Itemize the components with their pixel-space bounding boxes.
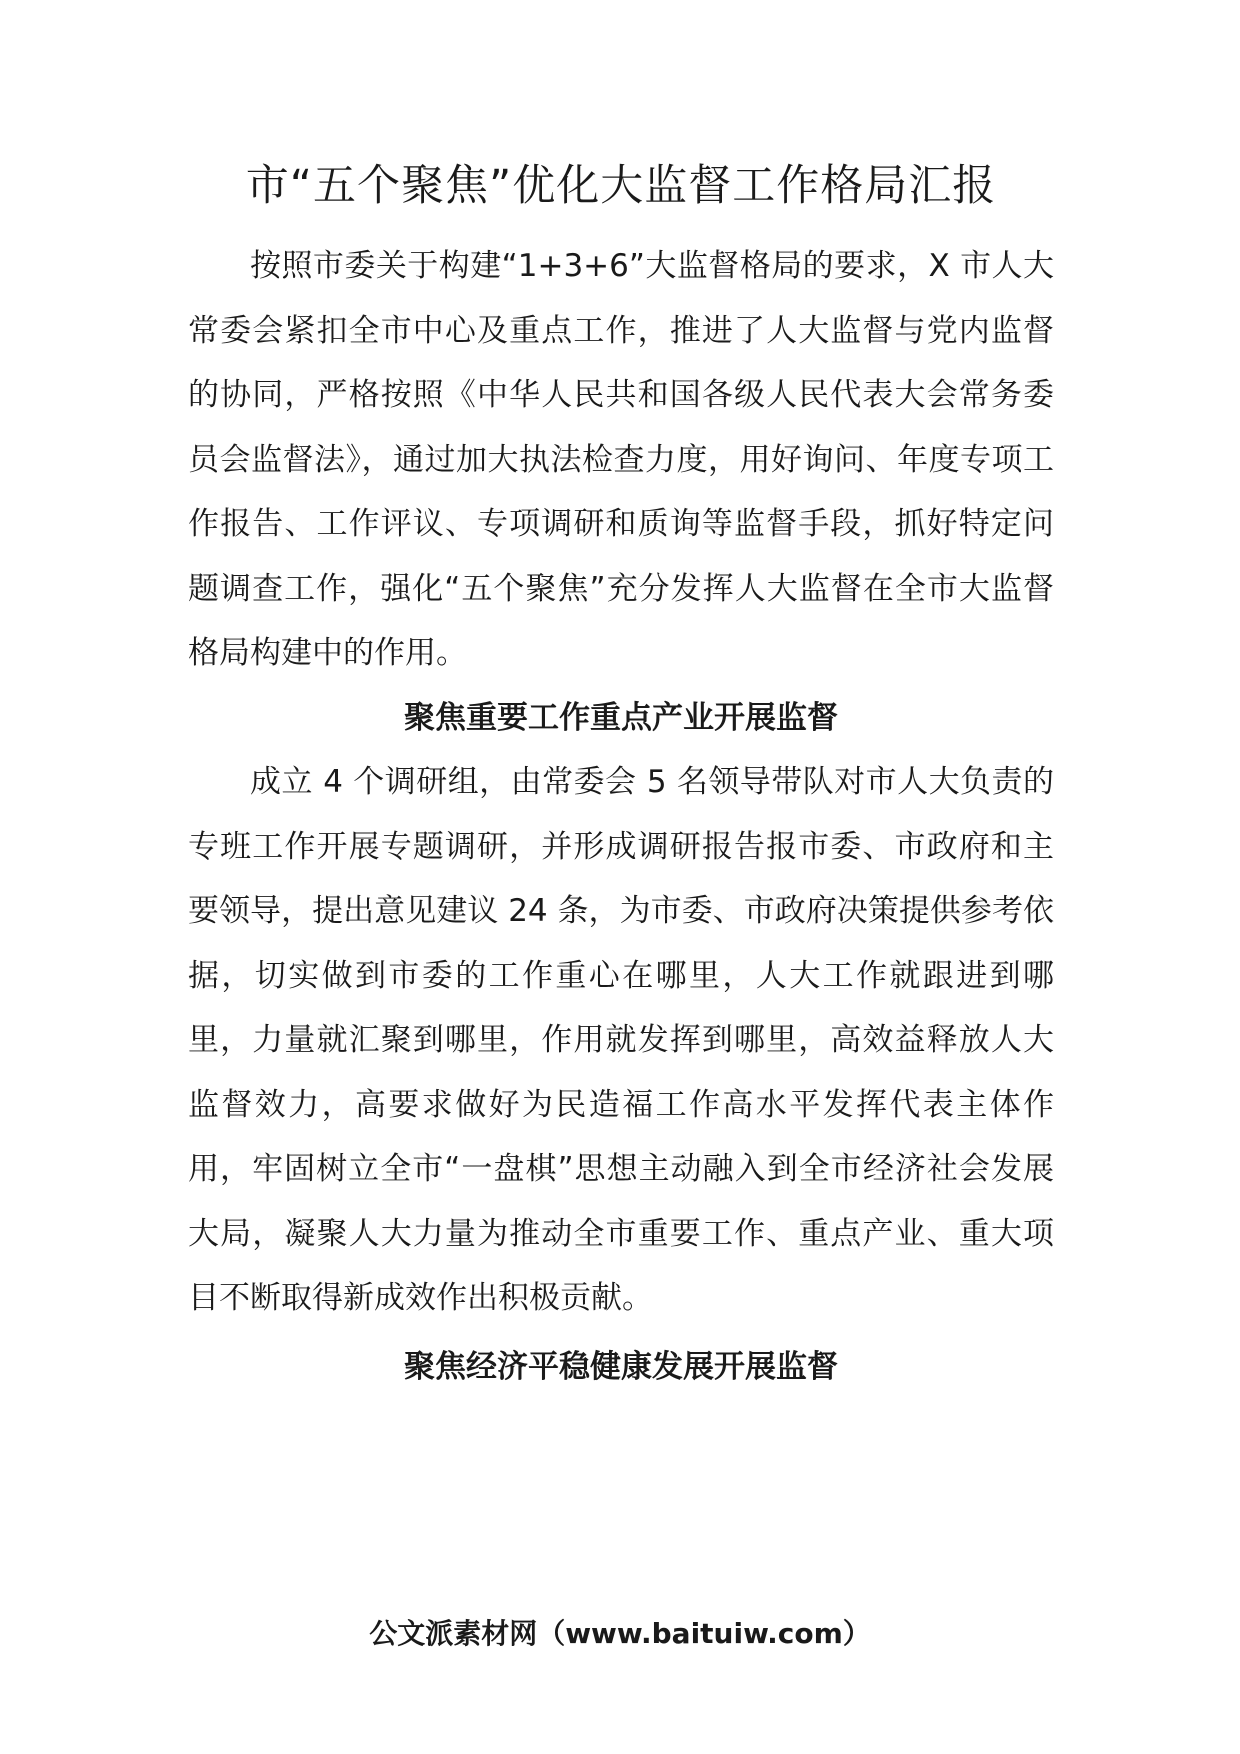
section-heading-2: 聚焦经济平稳健康发展开展监督 — [404, 1348, 838, 1385]
document-page — [188, 150, 1054, 1399]
intro-paragraph: 按照市委关于构建“1+3+6”大监督格局的要求，X 市人大常委会紧扣全市中心及重点工作，推进了人大监督与党内监督的协同，严格按照《中华人民共和国各级人民代表大会常务委员会监督法》，通过加大执法检查力度，用好询问、年度专项工作报告、工作评议、专项调研和质询等监督手段，抓好特定问题调查工作，强化“五个聚焦”充分发挥人大监督在全市大监督格局构建中的作用。 — [188, 248, 1054, 671]
section-1-paragraph: 成立 4 个调研组，由常委会 5 名领导带队对市人大负责的专班工作开展专题调研，并形成调研报告报市委、市政府和主要领导，提出意见建议 24 条，为市委、市政府决策提供参考依据，切实做到市委的工作重心在哪里，人大工作就跟进到哪里，力量就汇聚到哪里，作用就发挥到哪里，高效益释放人大监督效力，高要求做好为民造福工作高水平发挥代表主体作用，牢固树立全市“一盘棋”思想主动融入到全市经济社会发展大局，凝聚人大力量为推动全市重要工作、重点产业、重大项目不断取得新成效作出积极贡献。 — [188, 764, 1054, 1316]
footer-watermark-text: 公文派素材网（www.baituiw.com） — [369, 1617, 871, 1650]
section-heading-1: 聚焦重要工作重点产业开展监督 — [404, 699, 838, 736]
document-title: 市“五个聚焦”优化大监督工作格局汇报 — [245, 161, 997, 211]
